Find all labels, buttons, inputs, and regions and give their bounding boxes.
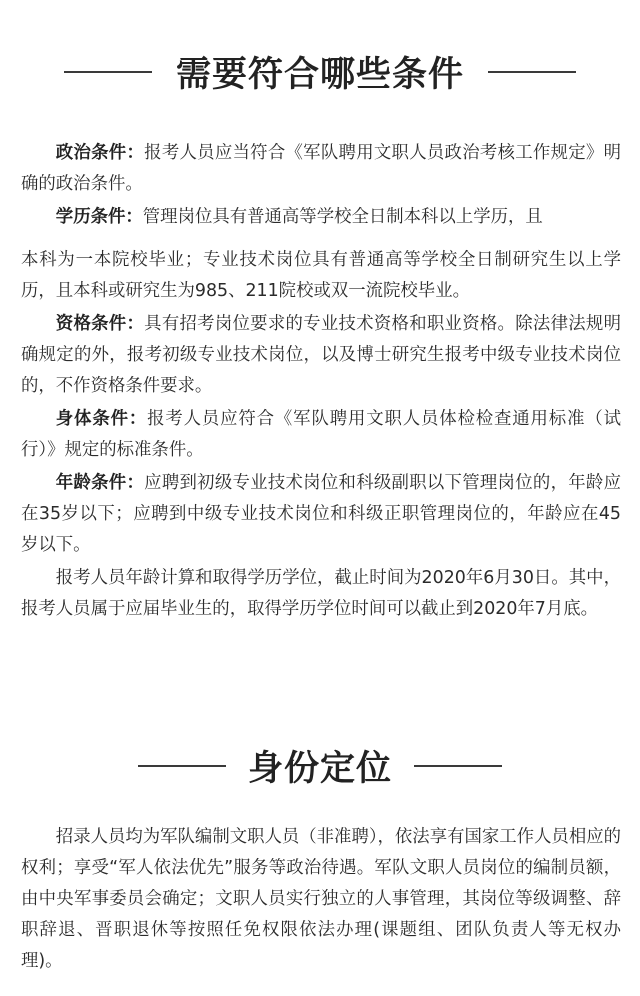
section-header-identity <box>0 738 640 794</box>
condition-sep: ： <box>126 143 145 163</box>
condition-education-cont <box>21 245 621 307</box>
condition-text: 管理岗位具有普通高等学校全日制本科以上学历，且 <box>142 207 543 227</box>
condition-education <box>21 202 621 233</box>
condition-text: 本科为一本院校毕业；专业技术岗位具有普通高等学校全日制研究生以上学历，且本科或研究生为985、211院校或双一流院校毕业。 <box>21 250 621 301</box>
condition-sep: ： <box>126 314 145 334</box>
condition-text: 应聘到初级专业技术岗位和科级副职以下管理岗位的，年龄应在35岁以下；应聘到中级专业技术岗位和科级正职管理岗位的，年龄应在45岁以下。 <box>21 473 621 555</box>
condition-physical <box>21 404 621 466</box>
condition-label: 学历条件 <box>55 207 126 227</box>
condition-political <box>21 138 621 200</box>
condition-text: 报考人员年龄计算和取得学历学位，截止时间为2020年6月30日。其中，报考人员属于应届毕业生的，取得学历学位时间可以截止到2020年7月底。 <box>21 568 621 619</box>
condition-sep: ： <box>128 409 148 429</box>
header-left-rule <box>64 71 152 73</box>
header-left-rule <box>138 765 226 767</box>
condition-text: 报考人员应当符合《军队聘用文职人员政治考核工作规定》明确的政治条件。 <box>21 143 621 194</box>
header-right-rule <box>488 71 576 73</box>
condition-text: 具有招考岗位要求的专业技术资格和职业资格。除法律法规明确规定的外，报考初级专业技术岗位，以及博士研究生报考中级专业技术岗位的，不作资格条件要求。 <box>21 314 621 396</box>
condition-label: 政治条件 <box>55 143 127 163</box>
condition-sep: ： <box>126 473 145 493</box>
section-header-conditions <box>0 44 640 100</box>
identity-body <box>21 822 621 977</box>
condition-label: 年龄条件 <box>55 473 127 493</box>
section-title-conditions: 需要符合哪些条件 <box>175 55 464 95</box>
condition-sep: ： <box>125 207 143 227</box>
identity-paragraph: 招录人员均为军队编制文职人员（非准聘），依法享有国家工作人员相应的权利；享受“军人依法优先”服务等政治待遇。军队文职人员岗位的编制员额，由中央军事委员会确定；文职人员实行独立的人事管理，其岗位等级调整、辞职辞退、晋职退休等按照任免权限依法办理(课题组、团队负责人等无权办理)。 <box>21 827 621 971</box>
condition-text: 报考人员应符合《军队聘用文职人员体检检查通用标准（试行）》规定的标准条件。 <box>21 409 621 460</box>
condition-label: 资格条件 <box>55 314 127 334</box>
section-title-identity: 身份定位 <box>247 749 392 789</box>
condition-qualification <box>21 309 621 402</box>
conditions-body <box>21 138 621 625</box>
age-deadline-note <box>21 563 621 625</box>
header-right-rule <box>414 765 502 767</box>
condition-label: 身体条件 <box>55 409 129 429</box>
condition-age <box>21 468 621 561</box>
